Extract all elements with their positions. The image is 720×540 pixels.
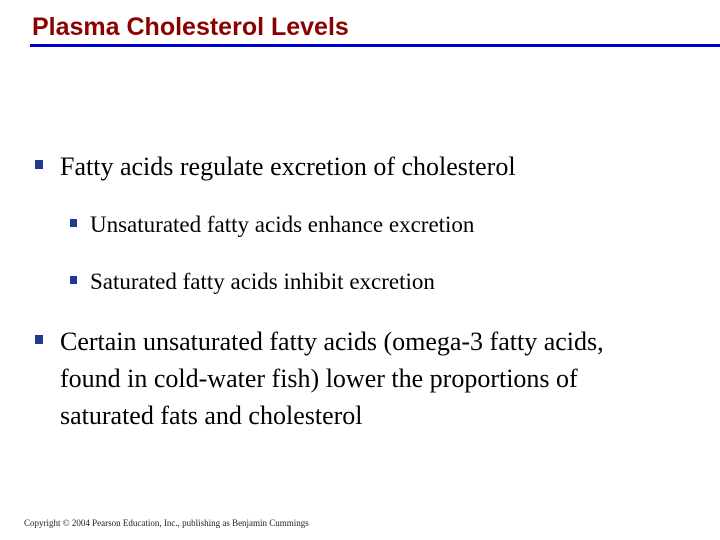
title-underline: [30, 44, 720, 47]
square-bullet-icon: [34, 334, 44, 345]
sub-bullet-item-2: [69, 266, 669, 298]
bullet-item-1: [34, 148, 674, 185]
square-bullet-icon: [34, 159, 44, 170]
bullet-text-2-line-3: saturated fats and cholesterol: [60, 401, 363, 430]
square-bullet-icon: [69, 218, 78, 228]
sub-bullet-item-1: [69, 209, 669, 241]
bullet-text-2-line-1: Certain unsaturated fatty acids (omega-3 fatty acids,: [60, 327, 604, 356]
slide-title: Plasma Cholesterol Levels: [32, 13, 349, 41]
bullet-item-2: [34, 323, 704, 434]
bullet-text-1: Fatty acids regulate excretion of cholesterol: [60, 152, 516, 181]
square-bullet-icon: [69, 275, 78, 285]
sub-bullet-text-2: Saturated fatty acids inhibit excretion: [90, 269, 435, 294]
bullet-text-2-line-2: found in cold-water fish) lower the proportions of: [60, 364, 578, 393]
copyright-notice: Copyright © 2004 Pearson Education, Inc., publishing as Benjamin Cummings: [24, 518, 309, 528]
sub-bullet-text-1: Unsaturated fatty acids enhance excretion: [90, 212, 475, 237]
